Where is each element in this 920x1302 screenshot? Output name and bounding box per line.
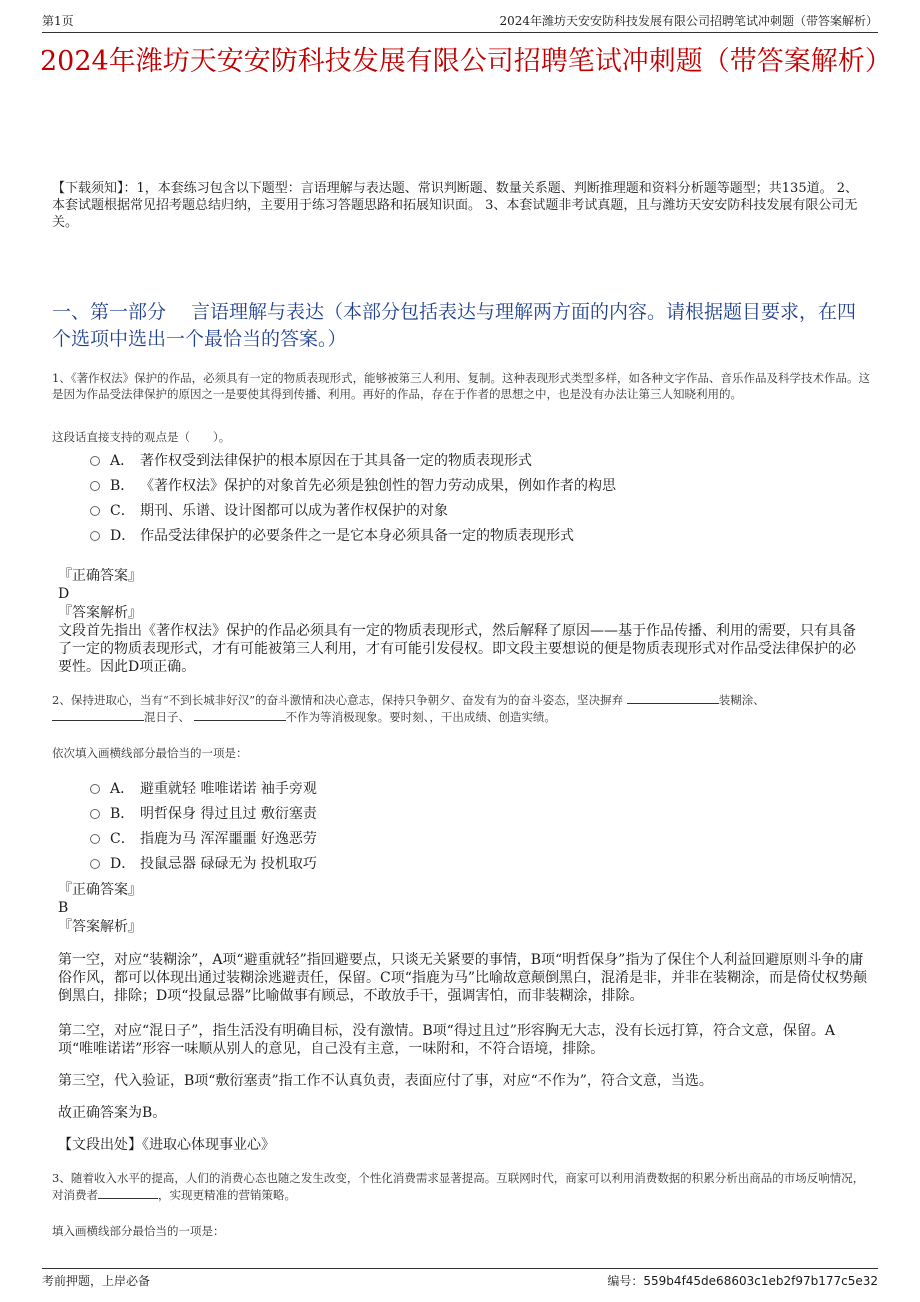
page-number: 第1页 — [42, 14, 74, 28]
radio-icon[interactable] — [90, 456, 100, 466]
q2-analysis-2: 第二空，对应“混日子”，指生活没有明确目标，没有激情。B项“得过且过”形容胸无大志，没有长远打算，符合文意，保留。A项“唯唯诺诺”形容一味顺从别人的意见，自己没有主意，一味附和，不符合语境，排除。 — [58, 1023, 836, 1057]
q3-question: 填入画横线部分最恰当的一项是： — [52, 1224, 225, 1238]
page-header — [42, 12, 878, 33]
q1-answer-label: 『正确答案』 — [58, 568, 142, 584]
q2-analysis-3: 第三空，代入验证，B项“敷衍塞责”指工作不认真负责，表面应付了事，对应“不作为”，符合文意，当选。 — [58, 1073, 713, 1089]
q1-analysis-label: 『答案解析』 — [58, 605, 142, 621]
radio-icon[interactable] — [90, 809, 100, 819]
radio-icon[interactable] — [90, 784, 100, 794]
q2-conclusion: 故正确答案为B。 — [58, 1105, 167, 1121]
page-title: 2024年潍坊天安安防科技发展有限公司招聘笔试冲刺题（带答案解析） — [40, 46, 892, 77]
blank-2 — [52, 708, 144, 721]
download-notice: 【下载须知】：1，本套练习包含以下题型：言语理解与表达题、常识判断题、数量关系题、判断推理题和资料分析题等题型；共135道。 2、本套试题根据常见招考题总结归纳，主要用于练习答题思路和拓展知识面。 3、本套试题非考试真题，且与潍坊天安安防科技发展有限公司无关。 — [52, 181, 858, 230]
q2-answer: B — [58, 900, 69, 916]
q1-analysis: 文段首先指出《著作权法》保护的作品必须具有一定的物质表现形式，然后解释了原因——基于作品传播、利用的需要，只有具备了一定的物质表现形式，才有可能被第三人利用，才有可能引发侵权。即文段主要想说的便是物质表现形式对作品受法律保护的必要性。因此D项正确。 — [58, 623, 856, 675]
footer-slogan: 考前押题，上岸必备 — [42, 1274, 151, 1288]
q2-answer-label: 『正确答案』 — [58, 882, 142, 898]
q1-options — [90, 447, 616, 547]
q2-analysis-1: 第一空，对应“装糊涂”，A项“避重就轻”指回避要点，只谈无关紧要的事情，B项“明哲保身”指为了保住个人利益回避原则斗争的庸俗作风，都可以体现出通过装糊涂逃避责任，保留。C项“指鹿为马”比喻故意颠倒黑白，混淆是非，并非在装糊涂，而是倚仗权势颠倒黑白，排除；D项“投鼠忌器”比喻做事有顾忌，不敢放手干，强调害怕，而非装糊涂，排除。 — [58, 952, 868, 1004]
q1-option-c[interactable]: C． 期刊、乐谱、设计图都可以成为著作权保护的对象 — [90, 497, 616, 522]
q2-option-a[interactable]: A． 避重就轻 唯唯诺诺 袖手旁观 — [90, 775, 317, 800]
q2-option-d[interactable]: D． 投鼠忌器 碌碌无为 投机取巧 — [90, 850, 317, 875]
q2-source: 【文段出处】《进取心体现事业心》 — [58, 1137, 275, 1153]
radio-icon[interactable] — [90, 531, 100, 541]
radio-icon[interactable] — [90, 481, 100, 491]
page-footer — [42, 1268, 878, 1291]
radio-icon[interactable] — [90, 506, 100, 516]
header-doc-title: 2024年潍坊天安安防科技发展有限公司招聘笔试冲刺题（带答案解析） — [499, 14, 878, 28]
section-heading: 一、第一部分 言语理解与表达（本部分包括表达与理解两方面的内容。请根据题目要求，在四个选项中选出一个最恰当的答案。） — [52, 301, 857, 350]
q1-answer: D — [58, 586, 70, 602]
q1-question: 这段话直接支持的观点是（ ）。 — [52, 430, 231, 444]
footer-code: 编号：559b4f45de68603c1eb2f97b177c5e32 — [607, 1274, 878, 1288]
blank-1 — [98, 1186, 158, 1199]
blank-3 — [194, 708, 286, 721]
q2-options — [90, 775, 317, 875]
q1-option-a[interactable]: A． 著作权受到法律保护的根本原因在于其具备一定的物质表现形式 — [90, 447, 616, 472]
blank-1 — [627, 691, 719, 704]
radio-icon[interactable] — [90, 834, 100, 844]
q2-question: 依次填入画横线部分最恰当的一项是： — [52, 746, 248, 760]
q2-stem: 2、保持进取心，当有“不到长城非好汉”的奋斗激情和决心意志，保持只争朝夕、奋发有为的奋斗姿态，坚决摒弃 装糊涂、 混日子、 不作为等消极现象。要时刻、，干出成绩、创造实绩。 — [52, 693, 765, 724]
q2-option-b[interactable]: B． 明哲保身 得过且过 敷衍塞责 — [90, 800, 317, 825]
q2-option-c[interactable]: C． 指鹿为马 浑浑噩噩 好逸恶劳 — [90, 825, 317, 850]
q1-option-d[interactable]: D． 作品受法律保护的必要条件之一是它本身必须具备一定的物质表现形式 — [90, 522, 616, 547]
q1-stem: 1、《著作权法》保护的作品，必须具有一定的物质表现形式，能够被第三人利用、复制。这种表现形式类型多样，如各种文字作品、音乐作品及科学技术作品。这是因为作品受法律保护的原因之一是要使其得到传播、利用。再好的作品，存在于作者的思想之中，也是没有办法让第三人知晓利用的。 — [52, 371, 871, 401]
q3-stem: 3、随着收入水平的提高，人们的消费心态也随之发生改变，个性化消费需求显著提高。互联网时代，商家可以利用消费数据的积累分析出商品的市场反响情况，对消费者 ，实现更精准的营销策略。 — [52, 1171, 865, 1202]
radio-icon[interactable] — [90, 859, 100, 869]
q2-analysis-label: 『答案解析』 — [58, 919, 142, 935]
q1-option-b[interactable]: B． 《著作权法》保护的对象首先必须是独创性的智力劳动成果，例如作者的构思 — [90, 472, 616, 497]
